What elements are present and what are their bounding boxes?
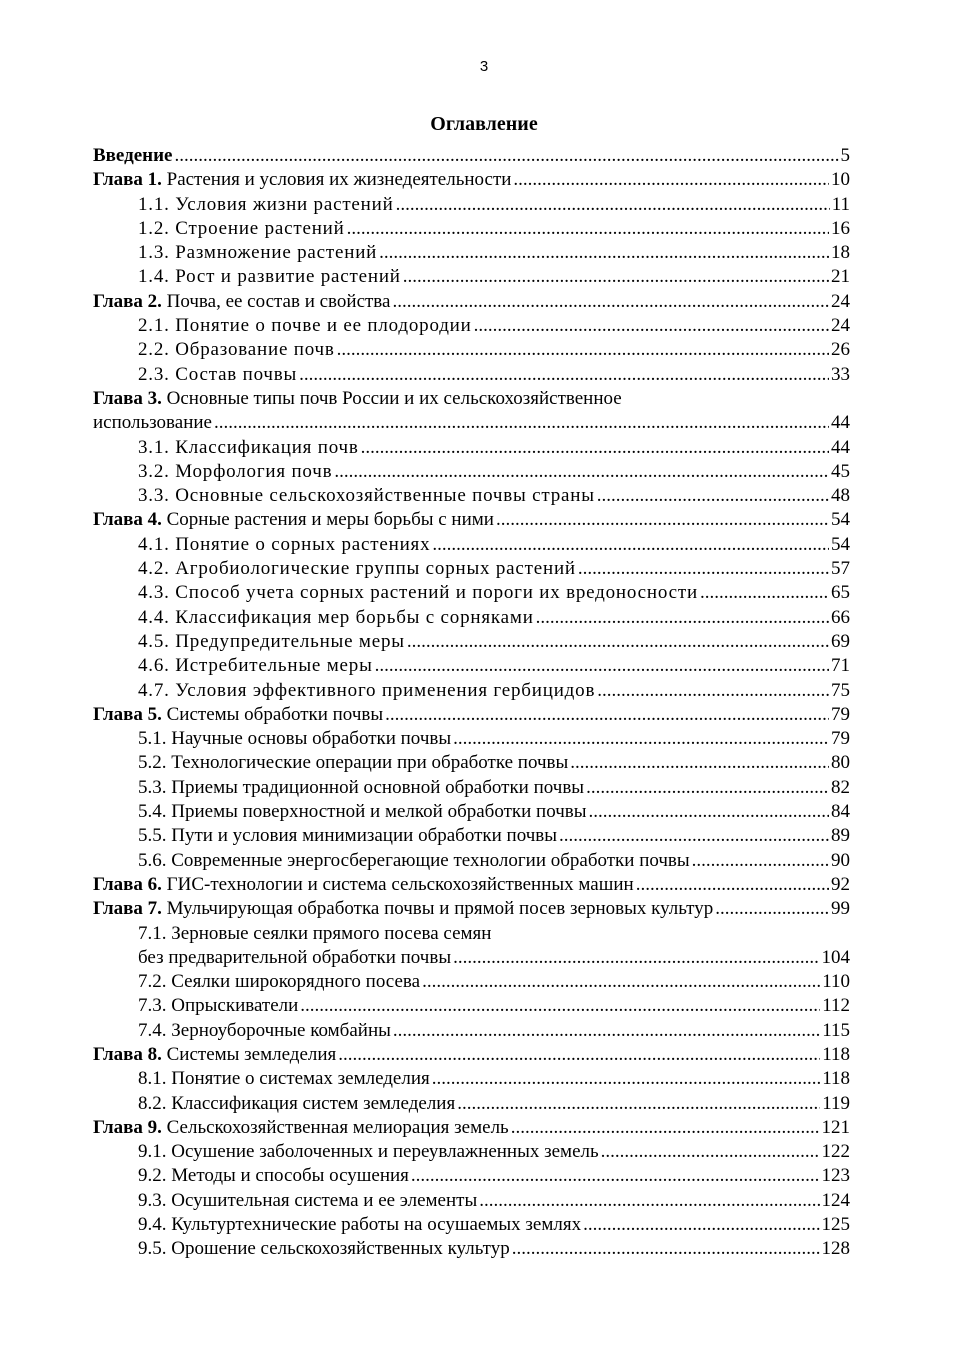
toc-chapter-prefix: Глава 8. xyxy=(93,1043,162,1065)
toc-chapter-row[interactable] xyxy=(93,387,850,411)
toc-page-number: 5 xyxy=(840,145,850,166)
toc-section-row[interactable] xyxy=(93,1237,850,1261)
toc-section-row[interactable] xyxy=(93,751,850,775)
toc-dot-leader xyxy=(422,970,820,994)
toc-entry-text: 9.2. Методы и способы осушения xyxy=(138,1165,409,1187)
toc-chapter-row[interactable] xyxy=(93,703,850,727)
toc-page-number: 90 xyxy=(831,849,850,871)
toc-section-row[interactable] xyxy=(93,1213,850,1237)
toc-entry-text: без предварительной обработки почвы xyxy=(138,946,452,968)
toc-entry-label xyxy=(138,460,332,484)
toc-page-number: 92 xyxy=(831,873,850,895)
toc-entry-text: 4.2. Агробиологические группы сорных растений xyxy=(138,558,576,580)
toc-page-number: 54 xyxy=(831,533,850,555)
toc-entry-text: 4.6. Истребительные меры xyxy=(138,655,373,677)
toc-dot-leader xyxy=(583,1213,819,1237)
toc-entry-label xyxy=(138,970,420,994)
toc-page-number: 82 xyxy=(831,776,850,798)
toc-dot-leader xyxy=(457,1092,820,1116)
toc-dot-leader xyxy=(715,897,829,921)
toc-entry-label xyxy=(138,922,491,946)
toc-entry-text: 3.2. Морфология почв xyxy=(138,460,333,482)
toc-chapter-prefix: Глава 1. xyxy=(93,169,162,191)
toc-entry-label xyxy=(138,630,405,654)
toc-entry-text: 3.1. Классификация почв xyxy=(138,436,359,458)
toc-dot-leader xyxy=(299,363,829,387)
toc-dot-leader xyxy=(511,1116,820,1140)
toc-entry-text: 4.7. Условия эффективного применения гербицидов xyxy=(138,679,596,701)
toc-entry-text: использование xyxy=(93,412,212,434)
toc-page-number: 57 xyxy=(831,558,850,580)
toc-chapter-prefix: Глава 4. xyxy=(93,509,162,531)
toc-page-number: 118 xyxy=(822,1043,850,1065)
toc-entry-label xyxy=(138,265,401,289)
toc-page-number: 99 xyxy=(831,898,850,920)
toc-entry-text: 2.3. Состав почвы xyxy=(138,363,298,385)
toc-entry-text: 9.3. Осушительная система и ее элементы xyxy=(138,1189,478,1211)
toc-page-number: 122 xyxy=(821,1141,850,1163)
toc-entry-text: 1.2. Строение растений xyxy=(138,217,345,239)
toc-entry-label xyxy=(138,484,595,508)
toc-section-row[interactable] xyxy=(93,1092,850,1116)
toc-entry-text: Системы обработки почвы xyxy=(161,703,384,725)
toc-page-number: 66 xyxy=(831,606,850,628)
toc-page-number: 124 xyxy=(821,1189,850,1211)
toc-entry-text: 5.4. Приемы поверхностной и мелкой обработки почвы xyxy=(138,801,587,823)
toc-dot-leader xyxy=(337,338,829,362)
toc-section-row[interactable] xyxy=(93,654,850,678)
toc-entry-label xyxy=(138,1140,599,1164)
toc-entry-text: 1.4. Рост и развитие растений xyxy=(138,266,401,288)
toc-dot-leader xyxy=(700,581,829,605)
toc-page-number: 115 xyxy=(822,1019,850,1041)
toc-entry-text: 2.2. Образование почв xyxy=(138,339,335,361)
toc-section-row[interactable] xyxy=(93,436,850,460)
toc-chapter-prefix: Глава 2. xyxy=(93,290,162,312)
toc-section-row[interactable] xyxy=(93,727,850,751)
toc-entry-label xyxy=(138,314,472,338)
toc-dot-leader xyxy=(512,1237,820,1261)
toc-entry-label xyxy=(138,363,297,387)
toc-dot-leader xyxy=(338,1043,820,1067)
toc-entry-label xyxy=(138,800,587,824)
toc-entry-text: Растения и условия их жизнедеятельности xyxy=(161,169,512,191)
toc-entry-label xyxy=(138,338,335,362)
toc-entry-text: 5.5. Пути и условия минимизации обработки почвы xyxy=(138,825,558,847)
toc-section-row[interactable] xyxy=(93,338,850,362)
toc-entry-text: 5.2. Технологические операции при обработке почвы xyxy=(138,752,569,774)
toc-page-number: 65 xyxy=(831,582,850,604)
toc-section-row[interactable] xyxy=(93,824,850,848)
toc-entry-text: ГИС-технологии и система сельскохозяйственных машин xyxy=(161,873,634,895)
toc-entry-label xyxy=(93,387,622,411)
toc-page-number: 123 xyxy=(821,1165,850,1187)
toc-entry-text: 5.3. Приемы традиционной основной обработки почвы xyxy=(138,776,585,798)
toc-section-row[interactable] xyxy=(93,1019,850,1043)
toc-entry-label xyxy=(138,1164,409,1188)
toc-dot-leader xyxy=(300,994,820,1018)
toc-chapter-row[interactable] xyxy=(93,1043,850,1067)
toc-dot-leader xyxy=(586,776,829,800)
toc-entry-label xyxy=(138,654,373,678)
toc-section-row[interactable] xyxy=(93,800,850,824)
toc-entry-label xyxy=(93,1043,336,1067)
toc-section-row[interactable] xyxy=(93,1140,850,1164)
toc-chapter-prefix: Глава 6. xyxy=(93,873,162,895)
toc-entry-label xyxy=(138,1189,477,1213)
toc-entry-label xyxy=(138,436,359,460)
toc-section-row[interactable] xyxy=(93,193,850,217)
toc-page-number: 104 xyxy=(821,946,850,968)
page-number: 3 xyxy=(479,58,489,75)
toc-page-number: 75 xyxy=(831,679,850,701)
toc-page-number: 110 xyxy=(822,971,850,993)
toc-entry-text: 7.1. Зерновые сеялки прямого посева семян xyxy=(138,922,492,944)
toc-dot-leader xyxy=(578,557,829,581)
toc-page-number: 54 xyxy=(831,509,850,531)
toc-entry-label xyxy=(93,168,511,192)
toc-chapter-prefix: Глава 5. xyxy=(93,703,162,725)
toc-section-row[interactable] xyxy=(93,581,850,605)
toc-page-number: 11 xyxy=(831,193,850,215)
toc-chapter-prefix: Глава 7. xyxy=(93,898,162,920)
toc-entry-label xyxy=(138,1237,510,1261)
toc-section-row[interactable] xyxy=(93,484,850,508)
toc-page-number: 44 xyxy=(831,412,850,434)
toc-dot-leader xyxy=(334,460,829,484)
toc-dot-leader xyxy=(375,654,829,678)
toc-dot-leader xyxy=(385,703,829,727)
toc-section-row[interactable] xyxy=(93,265,850,289)
toc-page-number: 84 xyxy=(831,801,850,823)
toc-page-number: 80 xyxy=(831,752,850,774)
toc-page-number: 24 xyxy=(831,290,850,312)
toc-entry-label xyxy=(138,679,595,703)
toc-entry-text: 9.4. Культуртехнические работы на осушаемых землях xyxy=(138,1214,582,1236)
toc-page-number: 45 xyxy=(831,460,850,482)
toc-dot-leader xyxy=(379,241,829,265)
toc-entry-text: 5.1. Научные основы обработки почвы xyxy=(138,728,452,750)
toc-dot-leader xyxy=(403,265,829,289)
toc-dot-leader xyxy=(407,630,829,654)
toc-section-row[interactable] xyxy=(93,314,850,338)
toc-page-number: 33 xyxy=(831,363,850,385)
toc-dot-leader xyxy=(496,508,829,532)
toc-page-number: 89 xyxy=(831,825,850,847)
toc-entry-label xyxy=(138,193,394,217)
toc-dot-leader xyxy=(396,193,830,217)
toc-page-number: 121 xyxy=(821,1116,850,1138)
toc-chapter-prefix: Глава 9. xyxy=(93,1116,162,1138)
toc-dot-leader xyxy=(361,436,829,460)
toc-chapter-row[interactable] xyxy=(93,411,850,435)
toc-page-number: 71 xyxy=(831,655,850,677)
toc-page-number: 79 xyxy=(831,728,850,750)
toc-page-number: 118 xyxy=(822,1068,850,1090)
toc-chapter-prefix: Введение xyxy=(93,145,173,166)
toc-list xyxy=(93,144,850,1262)
toc-section-row[interactable] xyxy=(93,1067,850,1091)
toc-entry-label xyxy=(138,946,451,970)
toc-page-number: 26 xyxy=(831,339,850,361)
toc-page-number: 24 xyxy=(831,315,850,337)
toc-dot-leader xyxy=(474,314,829,338)
toc-page-number: 44 xyxy=(831,436,850,458)
toc-entry-text: Сельскохозяйственная мелиорация земель xyxy=(161,1116,509,1138)
toc-dot-leader xyxy=(432,533,829,557)
toc-entry-text: Системы земледелия xyxy=(161,1043,337,1065)
toc-section-row[interactable] xyxy=(93,630,850,654)
toc-dot-leader xyxy=(513,168,829,192)
toc-section-row[interactable] xyxy=(93,679,850,703)
toc-section-row[interactable] xyxy=(93,922,850,946)
toc-page-number: 21 xyxy=(831,266,850,288)
toc-entry-label xyxy=(138,824,557,848)
toc-section-row[interactable] xyxy=(93,363,850,387)
toc-entry-text: 1.3. Размножение растений xyxy=(138,242,378,264)
toc-dot-leader xyxy=(432,1067,820,1091)
toc-dot-leader xyxy=(536,606,829,630)
toc-entry-text: 4.3. Способ учета сорных растений и пороги их вредоносности xyxy=(138,582,698,604)
toc-page-number: 16 xyxy=(831,217,850,239)
toc-dot-leader xyxy=(589,800,829,824)
toc-dot-leader xyxy=(347,217,829,241)
toc-entry-label xyxy=(138,1067,430,1091)
toc-entry-text: Сорные растения и меры борьбы с ними xyxy=(161,509,494,531)
toc-entry-text: 1.1. Условия жизни растений xyxy=(138,193,394,215)
toc-section-row[interactable] xyxy=(93,460,850,484)
toc-chapter-row[interactable] xyxy=(93,144,850,168)
toc-entry-text: Мульчирующая обработка почвы и прямой посев зерновых культур xyxy=(161,898,714,920)
toc-dot-leader xyxy=(692,849,829,873)
toc-page-number: 128 xyxy=(821,1238,850,1260)
toc-entry-label xyxy=(138,1092,455,1116)
toc-section-row[interactable] xyxy=(93,557,850,581)
toc-dot-leader xyxy=(597,679,829,703)
toc-entry-label xyxy=(138,241,377,265)
toc-dot-leader xyxy=(601,1140,820,1164)
toc-entry-text: 5.6. Современные энергосберегающие технологии обработки почвы xyxy=(138,849,690,871)
toc-entry-text: 4.1. Понятие о сорных растениях xyxy=(138,533,431,555)
toc-entry-label xyxy=(93,508,494,532)
toc-entry-label xyxy=(93,873,634,897)
toc-entry-text: Основные типы почв России и их сельскохозяйственное xyxy=(161,387,622,409)
toc-entry-text: 8.1. Понятие о системах земледелия xyxy=(138,1068,430,1090)
toc-section-row[interactable] xyxy=(93,241,850,265)
toc-entry-text: 3.3. Основные сельскохозяйственные почвы страны xyxy=(138,485,595,507)
toc-chapter-row[interactable] xyxy=(93,168,850,192)
toc-page-number: 79 xyxy=(831,703,850,725)
toc-entry-label xyxy=(138,606,534,630)
toc-page-number: 10 xyxy=(831,169,850,191)
toc-dot-leader xyxy=(175,144,839,168)
toc-section-row[interactable] xyxy=(93,533,850,557)
toc-entry-label xyxy=(138,557,576,581)
toc-section-row[interactable] xyxy=(93,849,850,873)
toc-entry-label xyxy=(138,849,690,873)
toc-dot-leader xyxy=(411,1164,820,1188)
toc-section-row[interactable] xyxy=(93,776,850,800)
toc-section-row[interactable] xyxy=(93,217,850,241)
toc-entry-label xyxy=(138,727,451,751)
toc-entry-label xyxy=(138,1213,581,1237)
toc-chapter-row[interactable] xyxy=(93,1116,850,1140)
toc-dot-leader xyxy=(392,290,829,314)
toc-dot-leader xyxy=(570,751,829,775)
toc-entry-text: 4.4. Классификация мер борьбы с сорняками xyxy=(138,606,534,628)
toc-entry-text: 9.1. Осушение заболоченных и переувлажненных земель xyxy=(138,1141,599,1163)
toc-entry-label xyxy=(93,703,383,727)
toc-entry-label xyxy=(93,290,390,314)
toc-chapter-prefix: Глава 3. xyxy=(93,387,162,409)
toc-entry-label xyxy=(138,994,298,1018)
toc-title: Оглавление xyxy=(430,113,538,135)
toc-entry-label xyxy=(138,751,568,775)
toc-chapter-row[interactable] xyxy=(93,873,850,897)
toc-section-row[interactable] xyxy=(93,1189,850,1213)
toc-dot-leader xyxy=(453,946,819,970)
toc-page-number: 119 xyxy=(822,1092,850,1114)
toc-page-number: 69 xyxy=(831,630,850,652)
toc-entry-label xyxy=(93,1116,509,1140)
toc-entry-text: Почва, ее состав и свойства xyxy=(161,290,391,312)
toc-entry-label xyxy=(138,217,345,241)
toc-dot-leader xyxy=(597,484,829,508)
toc-entry-text: 7.3. Опрыскиватели xyxy=(138,995,299,1017)
toc-entry-text: 8.2. Классификация систем земледелия xyxy=(138,1092,456,1114)
toc-dot-leader xyxy=(479,1189,819,1213)
toc-chapter-row[interactable] xyxy=(93,290,850,314)
toc-entry-label xyxy=(138,533,430,557)
toc-dot-leader xyxy=(636,873,829,897)
toc-section-row[interactable] xyxy=(93,946,850,970)
toc-entry-text: 9.5. Орошение сельскохозяйственных культур xyxy=(138,1238,510,1260)
toc-entry-label xyxy=(93,144,173,168)
toc-section-row[interactable] xyxy=(93,970,850,994)
toc-dot-leader xyxy=(214,411,829,435)
toc-page-number: 18 xyxy=(831,242,850,264)
toc-entry-label xyxy=(93,411,212,435)
toc-entry-text: 4.5. Предупредительные меры xyxy=(138,630,405,652)
toc-entry-label xyxy=(138,776,584,800)
toc-entry-label xyxy=(93,897,713,921)
toc-entry-label xyxy=(138,581,698,605)
toc-dot-leader xyxy=(559,824,829,848)
toc-page-number: 125 xyxy=(821,1214,850,1236)
toc-section-row[interactable] xyxy=(93,1164,850,1188)
toc-dot-leader xyxy=(453,727,829,751)
toc-chapter-row[interactable] xyxy=(93,508,850,532)
toc-page-number: 48 xyxy=(831,485,850,507)
toc-dot-leader xyxy=(393,1019,820,1043)
toc-entry-text: 2.1. Понятие о почве и ее плодородии xyxy=(138,315,472,337)
toc-section-row[interactable] xyxy=(93,994,850,1018)
toc-entry-label xyxy=(138,1019,391,1043)
toc-page-number: 112 xyxy=(822,995,850,1017)
toc-entry-text: 7.4. Зерноуборочные комбайны xyxy=(138,1019,391,1041)
toc-entry-text: 7.2. Сеялки широкорядного посева xyxy=(138,971,421,993)
toc-section-row[interactable] xyxy=(93,606,850,630)
toc-chapter-row[interactable] xyxy=(93,897,850,921)
